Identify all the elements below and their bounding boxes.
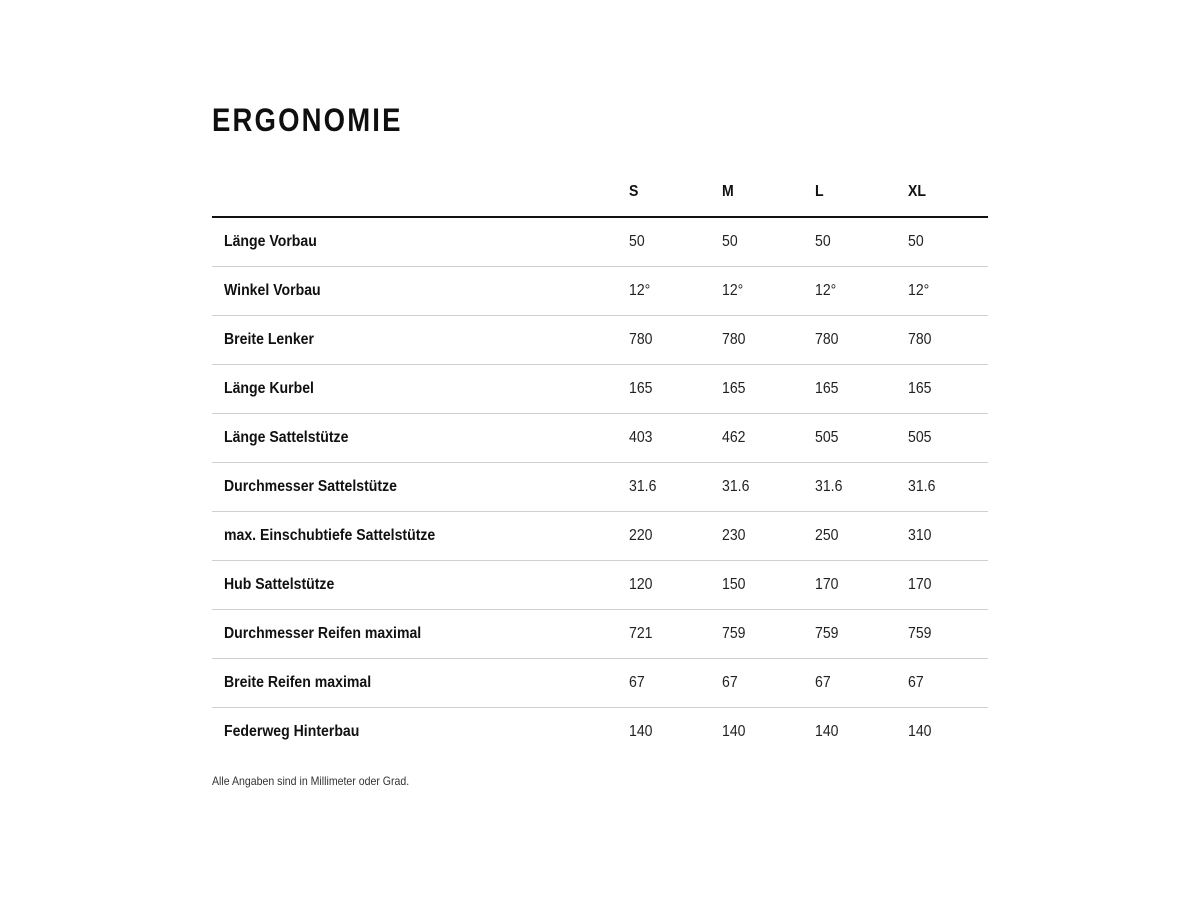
cell-value: 140 (722, 723, 746, 740)
cell-value: 310 (908, 512, 988, 561)
cell-value: 165 (908, 365, 988, 414)
cell-value: 50 (908, 217, 988, 267)
cell-value: 780 (722, 316, 815, 365)
cell-value: 780 (815, 316, 908, 365)
header-size-s: S (629, 168, 722, 217)
cell-value: 12° (722, 267, 815, 316)
cell-value: 67 (629, 659, 722, 708)
cell-value: 31.6 (908, 463, 988, 512)
cell-value: 67 (815, 659, 908, 708)
units-footnote: Alle Angaben sind in Millimeter oder Grad. (212, 774, 410, 788)
row-label: Hub Sattelstütze (212, 561, 629, 610)
row-label: Länge Sattelstütze (212, 414, 629, 463)
row-label: Winkel Vorbau (212, 267, 629, 316)
table-row (212, 708, 988, 757)
cell-value: 67 (722, 659, 815, 708)
cell-value: 140 (815, 723, 839, 740)
cell-value: 165 (629, 365, 722, 414)
table-header-row (212, 168, 988, 217)
cell-value: 50 (722, 217, 815, 267)
section-title: ERGONOMIE (212, 102, 403, 138)
row-label: Federweg Hinterbau (224, 723, 360, 740)
row-label: Breite Reifen maximal (212, 659, 629, 708)
table-row (212, 659, 988, 708)
header-empty-cell (212, 168, 629, 217)
cell-value: 140 (629, 723, 653, 740)
row-label: Länge Kurbel (212, 365, 629, 414)
cell-value: 462 (722, 414, 815, 463)
table-row (212, 463, 988, 512)
header-size-m: M (722, 168, 815, 217)
table-row (212, 217, 988, 267)
table-row (212, 610, 988, 659)
header-size-xl: XL (908, 168, 988, 217)
cell-value: 31.6 (722, 463, 815, 512)
cell-value: 31.6 (815, 463, 908, 512)
cell-value: 250 (815, 512, 908, 561)
table-row (212, 316, 988, 365)
header-size-l: L (815, 168, 908, 217)
table-row (212, 414, 988, 463)
table-row (212, 561, 988, 610)
cell-value: 780 (629, 316, 722, 365)
row-label: Länge Vorbau (212, 217, 629, 267)
cell-value: 165 (815, 365, 908, 414)
table-row (212, 512, 988, 561)
ergonomics-table (212, 168, 988, 756)
cell-value: 220 (629, 512, 722, 561)
table-row (212, 365, 988, 414)
cell-value: 759 (815, 610, 908, 659)
row-label: Breite Lenker (212, 316, 629, 365)
cell-value: 67 (908, 659, 988, 708)
cell-value: 403 (629, 414, 722, 463)
cell-value: 759 (908, 610, 988, 659)
cell-value: 12° (629, 267, 722, 316)
table-row (212, 267, 988, 316)
cell-value: 505 (908, 414, 988, 463)
cell-value: 50 (629, 217, 722, 267)
cell-value: 12° (908, 267, 988, 316)
cell-value: 170 (815, 561, 908, 610)
cell-value: 120 (629, 561, 722, 610)
cell-value: 12° (815, 267, 908, 316)
row-label: Durchmesser Reifen maximal (212, 610, 629, 659)
cell-value: 140 (908, 723, 932, 740)
row-label: Durchmesser Sattelstütze (212, 463, 629, 512)
cell-value: 170 (908, 561, 988, 610)
cell-value: 505 (815, 414, 908, 463)
cell-value: 50 (815, 217, 908, 267)
cell-value: 721 (629, 610, 722, 659)
cell-value: 780 (908, 316, 988, 365)
cell-value: 759 (722, 610, 815, 659)
cell-value: 230 (722, 512, 815, 561)
row-label: max. Einschubtiefe Sattelstütze (212, 512, 629, 561)
cell-value: 165 (722, 365, 815, 414)
cell-value: 150 (722, 561, 815, 610)
cell-value: 31.6 (629, 463, 722, 512)
